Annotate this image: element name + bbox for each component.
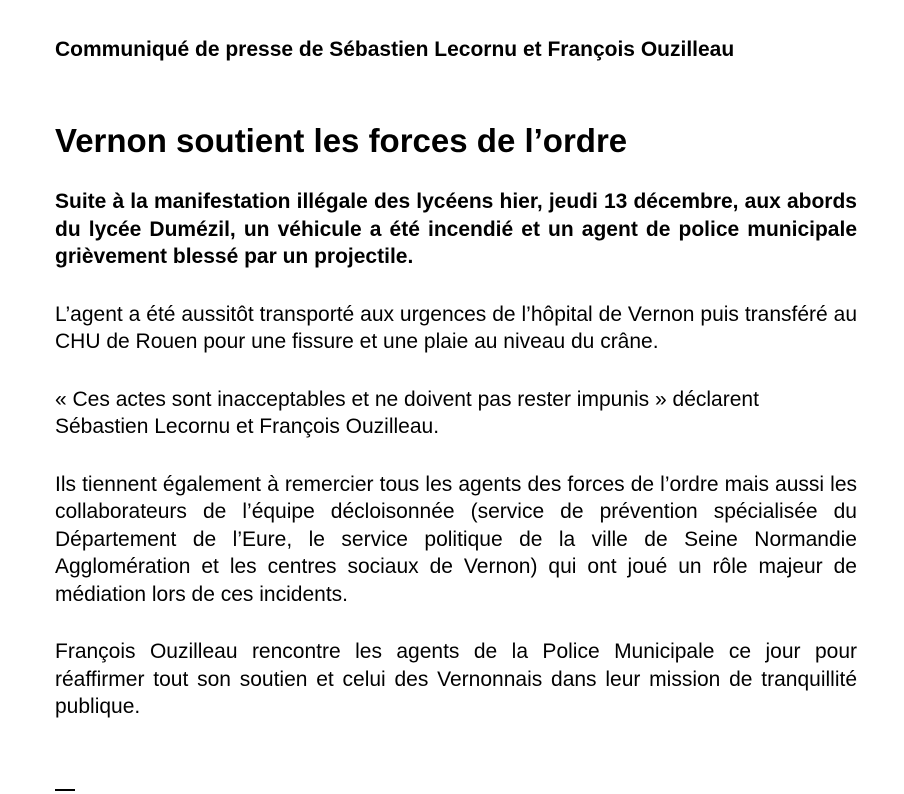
quote-paragraph: « Ces actes sont inacceptables et ne doivent pas rester impunis » déclarent Sébastien Lecornu et François Ouzilleau. [55,387,759,438]
lead-paragraph: Suite à la manifestation illégale des lycéens hier, jeudi 13 décembre, aux abords du lycée Dumézil, un véhicule a été incendié et un agent de police municipale grièvement blessé par un projectile. [55,190,857,268]
press-release-kicker: Communiqué de presse de Sébastien Lecornu et François Ouzilleau [55,38,735,61]
body-paragraph-meeting: François Ouzilleau rencontre les agents de la Police Municipale ce jour pour réaffirmer tout son soutien et celui des Vernonnais dans leur mission de tranquillité publique. [55,640,857,718]
body-paragraph-agent: L’agent a été aussitôt transporté aux urgences de l’hôpital de Vernon puis transféré au CHU de Rouen pour une fissure et une plaie au niveau du crâne. [55,302,857,353]
closing-dash-divider [55,789,75,791]
press-release-body [55,188,857,751]
body-paragraph-thanks: Ils tiennent également à remercier tous les agents des forces de l’ordre mais aussi les collaborateurs de l’équipe décloisonnée (service de prévention spécialisée du Département de l’Eure, le service politique de la ville de Seine Normandie Agglomération et les centres sociaux de Vernon) qui ont joué un rôle majeur de médiation lors de ces incidents. [55,472,857,606]
page-title: Vernon soutient les forces de l’ordre [55,122,628,159]
